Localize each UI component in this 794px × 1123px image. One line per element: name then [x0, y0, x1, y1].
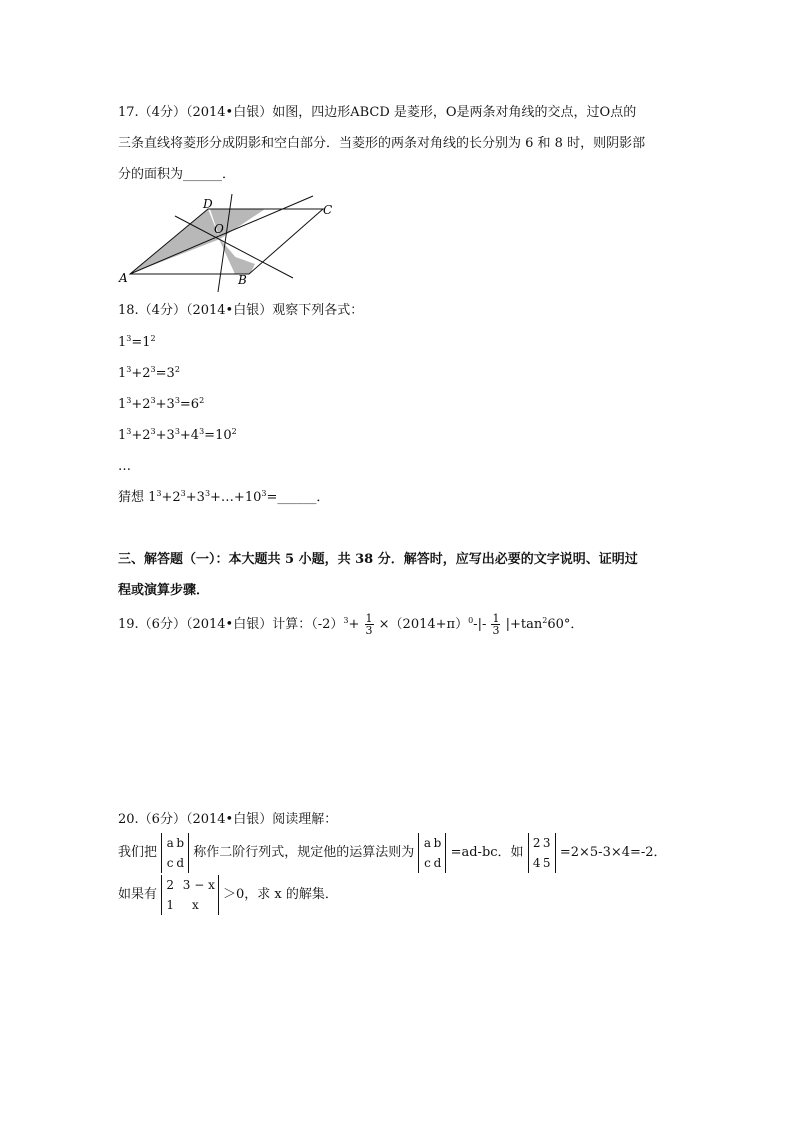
determinant-question: 2 3 − x 1 x — [161, 875, 219, 915]
determinant-abcd: a b c d — [161, 833, 189, 873]
q17-line3: 分的面积为______． — [118, 167, 236, 182]
q18-eq4: $1^3+2^3+3^3+4^3=10^2$ — [118, 427, 237, 443]
q18-line1: 18.（4分）（2014•白银）观察下列各式： — [118, 303, 364, 318]
q18-eq2: $1^3+2^3=3^2$ — [118, 365, 180, 381]
label-a: A — [119, 271, 128, 285]
q18-guess: 猜想 $1^3+2^3+3^3+\dots+10^3=\_\_\_\_\_\_$． — [118, 489, 330, 505]
q17-line2: 三条直线将菱形分成阴影和空白部分．当菱形的两条对角线的长分别为 6 和 8 时，则阴影部 — [118, 136, 646, 151]
q18-eq3: $1^3+2^3+3^3=6^2$ — [118, 396, 205, 412]
label-o: O — [214, 222, 224, 236]
label-b: B — [238, 273, 247, 287]
determinant-example: 2 3 4 5 — [528, 833, 556, 873]
label-c: C — [323, 203, 333, 217]
fraction-one-third-abs: $\frac{1}{3}$ — [492, 612, 500, 637]
shaded-region-corner — [227, 254, 255, 274]
q20-line2: 我们把 a b c d 称作二阶行列式，规定他的运算法则为 a b c d =ad-bc．如 2 3 4 5 =2×5-3×4=-2． — [118, 833, 667, 874]
section3-line2: 程或演算步骤． — [118, 583, 210, 598]
q20-line3: 如果有 2 3 − x 1 x ＞0，求 x 的解集． — [118, 875, 338, 916]
q18-ellipsis: … — [118, 459, 131, 474]
q19-expression: 19.（6分）（2014•白银）计算：$(-2)^3+$ $\frac{1}{3}$ $\times(2014+\pi)^0-|-$ $\frac{1}{3}$ $|+\tan^260^\circ$． — [118, 612, 584, 637]
rhombus-figure — [115, 192, 333, 292]
section3-line1: 三、解答题（一）：本大题共 5 小题，共 38 分．解答时，应写出必要的文字说明、证明过 — [118, 552, 638, 567]
determinant-abcd-rule: a b c d — [418, 833, 446, 873]
q17-line1: 17.（4分）（2014•白银）如图，四边形ABCD 是菱形，O是两条对角线的交点，过O点的 — [118, 105, 637, 120]
q18-eq1: $1^3=1^2$ — [118, 334, 156, 350]
q20-line1: 20.（6分）（2014•白银）阅读理解： — [118, 812, 338, 827]
label-d: D — [203, 197, 213, 211]
fraction-one-third: $\frac{1}{3}$ — [365, 612, 373, 637]
